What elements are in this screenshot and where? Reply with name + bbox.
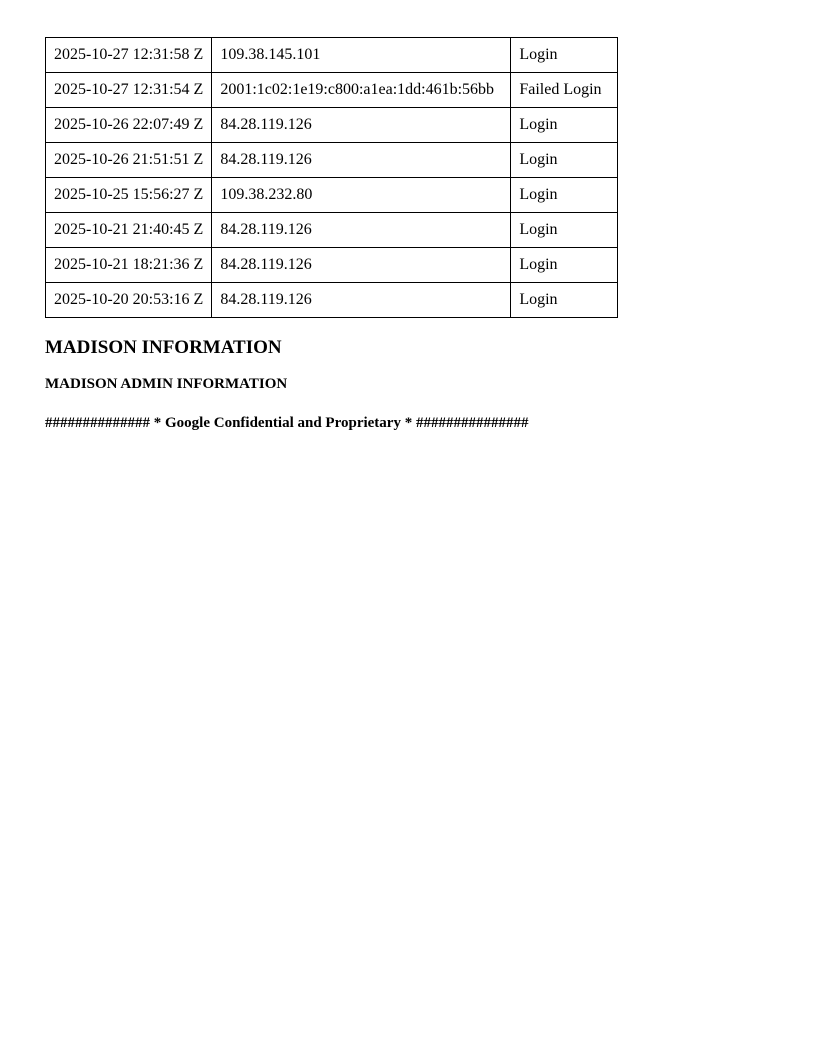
login-timestamp: 2025-10-25 15:56:27 Z [46, 178, 212, 213]
table-row [46, 108, 618, 143]
login-ip-address: 84.28.119.126 [212, 213, 511, 248]
table-row [46, 283, 618, 318]
login-timestamp: 2025-10-20 20:53:16 Z [46, 283, 212, 318]
login-timestamp: 2025-10-21 18:21:36 Z [46, 248, 212, 283]
login-ip-address: 84.28.119.126 [212, 283, 511, 318]
login-event: Login [511, 213, 618, 248]
madison-admin-information-heading: MADISON ADMIN INFORMATION [45, 376, 288, 392]
login-event: Login [511, 143, 618, 178]
login-timestamp: 2025-10-21 21:40:45 Z [46, 213, 212, 248]
document-body [45, 37, 785, 432]
login-timestamp: 2025-10-26 22:07:49 Z [46, 108, 212, 143]
login-ip-address: 109.38.145.101 [212, 38, 511, 73]
table-row [46, 38, 618, 73]
login-ip-address: 84.28.119.126 [212, 248, 511, 283]
login-activity-table [45, 37, 618, 318]
login-event: Login [511, 283, 618, 318]
table-row [46, 248, 618, 283]
table-row [46, 73, 618, 108]
login-event: Login [511, 178, 618, 213]
login-event: Login [511, 38, 618, 73]
login-ip-address: 2001:1c02:1e19:c800:a1ea:1dd:461b:56bb [212, 73, 511, 108]
table-row [46, 178, 618, 213]
login-ip-address: 84.28.119.126 [212, 143, 511, 178]
login-timestamp: 2025-10-27 12:31:54 Z [46, 73, 212, 108]
madison-information-heading: MADISON INFORMATION [45, 337, 282, 358]
login-event: Login [511, 248, 618, 283]
table-row [46, 213, 618, 248]
login-timestamp: 2025-10-26 21:51:51 Z [46, 143, 212, 178]
login-ip-address: 84.28.119.126 [212, 108, 511, 143]
login-ip-address: 109.38.232.80 [212, 178, 511, 213]
confidential-notice: ############## * Google Confidential and Proprietary * ############### [45, 415, 529, 431]
login-timestamp: 2025-10-27 12:31:58 Z [46, 38, 212, 73]
login-event: Login [511, 108, 618, 143]
login-event: Failed Login [511, 73, 618, 108]
table-row [46, 143, 618, 178]
